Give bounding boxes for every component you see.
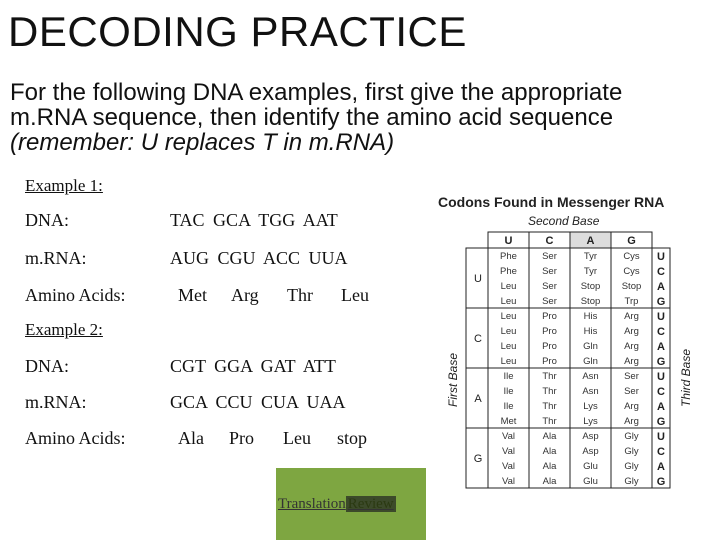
amino-acid-cell: Lys bbox=[583, 416, 598, 427]
amino-acid-cell: Thr bbox=[542, 401, 557, 412]
second-base-label: Second Base bbox=[528, 214, 600, 228]
amino-acid-cell: Trp bbox=[624, 296, 639, 307]
third-base-c: C bbox=[657, 386, 665, 398]
example-2-aa-3: Leu bbox=[283, 428, 311, 448]
amino-acid-cell: Stop bbox=[580, 281, 601, 292]
amino-acid-cell: Ile bbox=[503, 401, 514, 412]
amino-acid-cell: Arg bbox=[624, 401, 639, 412]
amino-acid-cell: Val bbox=[501, 461, 516, 472]
translation-review-link[interactable] bbox=[278, 496, 396, 513]
amino-acid-cell: Thr bbox=[542, 416, 557, 427]
amino-acid-cell: Cys bbox=[623, 251, 640, 262]
amino-acid-cell: Stop bbox=[621, 281, 642, 292]
amino-acid-cell: Met bbox=[500, 416, 517, 427]
example-1-aa-2: Arg bbox=[231, 285, 259, 305]
first-base-c: C bbox=[474, 333, 482, 345]
second-base-g: G bbox=[627, 235, 636, 247]
amino-acid-cell: Leu bbox=[500, 281, 517, 292]
example-2-aa-4: stop bbox=[337, 428, 368, 448]
amino-acid-cell: Val bbox=[501, 431, 516, 442]
amino-acid-cell: Ala bbox=[542, 446, 557, 457]
third-base-g: G bbox=[656, 476, 666, 488]
amino-acid-cell: Glu bbox=[583, 476, 598, 487]
example-2-heading: Example 2: bbox=[25, 320, 103, 339]
second-base-a: A bbox=[586, 235, 595, 247]
first-base-u: U bbox=[474, 273, 482, 285]
first-base-a: A bbox=[474, 393, 482, 405]
codon-chart bbox=[438, 192, 708, 502]
amino-acid-cell: Pro bbox=[542, 341, 557, 352]
third-base-g: G bbox=[656, 296, 666, 308]
amino-acid-cell: Leu bbox=[500, 311, 517, 322]
amino-acid-cell: Arg bbox=[624, 326, 639, 337]
amino-acid-cell: Gly bbox=[624, 446, 639, 457]
instructions bbox=[10, 80, 700, 155]
amino-acid-cell: Asp bbox=[582, 431, 599, 442]
third-base-u: U bbox=[657, 251, 665, 263]
amino-acid-cell: Stop bbox=[580, 296, 601, 307]
amino-acid-cell: Ser bbox=[542, 296, 557, 307]
example-2-dna-value: CGT GGA GAT ATT bbox=[170, 356, 336, 376]
first-base-label: First Base bbox=[446, 352, 460, 407]
amino-acid-cell: Leu bbox=[500, 341, 517, 352]
amino-acid-cell: His bbox=[583, 326, 598, 337]
amino-acid-cell: Thr bbox=[542, 386, 557, 397]
instructions-note: (remember: U replaces T in m.RNA) bbox=[10, 129, 395, 156]
amino-acid-cell: Ser bbox=[624, 371, 639, 382]
amino-acid-cell: Ala bbox=[542, 476, 557, 487]
third-base-g: G bbox=[656, 416, 666, 428]
link-text-part2: Review bbox=[347, 496, 394, 512]
third-base-a: A bbox=[657, 341, 665, 353]
amino-acid-cell: Phe bbox=[500, 251, 517, 262]
example-2-mrna-label: m.RNA: bbox=[25, 392, 87, 412]
example-1-aa-1: Met bbox=[178, 285, 207, 305]
amino-acid-cell: Gly bbox=[624, 431, 639, 442]
amino-acid-cell: Asp bbox=[582, 446, 599, 457]
amino-acid-cell: Tyr bbox=[583, 266, 598, 277]
amino-acid-cell: Thr bbox=[542, 371, 557, 382]
example-2-aa-2: Pro bbox=[229, 428, 255, 448]
amino-acid-cell: Gln bbox=[583, 356, 598, 367]
example-1-mrna-label: m.RNA: bbox=[25, 248, 87, 268]
third-base-c: C bbox=[657, 266, 665, 278]
third-base-c: C bbox=[657, 326, 665, 338]
page-title: DECODING PRACTICE bbox=[8, 8, 467, 55]
amino-acid-cell: Gly bbox=[624, 461, 639, 472]
amino-acid-cell: Ser bbox=[542, 281, 557, 292]
codon-grid bbox=[466, 232, 670, 488]
third-base-a: A bbox=[657, 461, 665, 473]
example-2-aa-1: Ala bbox=[178, 428, 204, 448]
third-base-u: U bbox=[657, 371, 665, 383]
second-base-c: C bbox=[545, 235, 554, 247]
amino-acid-cell: Ser bbox=[624, 386, 639, 397]
amino-acid-cell: Gly bbox=[624, 476, 639, 487]
amino-acid-cell: Asn bbox=[582, 371, 599, 382]
third-base-a: A bbox=[657, 401, 665, 413]
amino-acid-cell: Ile bbox=[503, 386, 514, 397]
link-panel bbox=[276, 468, 426, 540]
amino-acid-cell: Leu bbox=[500, 326, 517, 337]
amino-acid-cell: Arg bbox=[624, 356, 639, 367]
second-base-u: U bbox=[504, 235, 513, 247]
amino-acid-cell: Ile bbox=[503, 371, 514, 382]
example-1-heading: Example 1: bbox=[25, 176, 103, 195]
third-base-label: Third Base bbox=[679, 348, 693, 407]
amino-acid-cell: Glu bbox=[583, 461, 598, 472]
amino-acid-cell: Asn bbox=[582, 386, 599, 397]
amino-acid-cell: Arg bbox=[624, 341, 639, 352]
example-1-aa-4: Leu bbox=[341, 285, 369, 305]
instructions-text: For the following DNA examples, first give the appropriate m.RNA sequence, then identify the amino acid sequence bbox=[10, 79, 623, 131]
codon-chart-title: Codons Found in Messenger RNA bbox=[438, 194, 665, 210]
example-2-mrna-value: GCA CCU CUA UAA bbox=[170, 392, 346, 412]
amino-acid-cell: Arg bbox=[624, 416, 639, 427]
amino-acid-cell: Ala bbox=[542, 431, 557, 442]
example-1-aa-label: Amino Acids: bbox=[25, 285, 126, 305]
third-base-g: G bbox=[656, 356, 666, 368]
example-1-mrna-value: AUG CGU ACC UUA bbox=[170, 248, 348, 268]
amino-acid-cell: Ser bbox=[542, 251, 557, 262]
amino-acid-cell: Cys bbox=[623, 266, 640, 277]
amino-acid-cell: His bbox=[583, 311, 598, 322]
amino-acid-cell: Phe bbox=[500, 266, 517, 277]
first-base-g: G bbox=[473, 453, 483, 465]
third-base-u: U bbox=[657, 311, 665, 323]
example-2-aa-label: Amino Acids: bbox=[25, 428, 126, 448]
example-1-dna-value: TAC GCA TGG AAT bbox=[170, 210, 338, 230]
amino-acid-cell: Lys bbox=[583, 401, 598, 412]
amino-acid-cell: Gln bbox=[583, 341, 598, 352]
amino-acid-cell: Val bbox=[501, 476, 516, 487]
third-base-u: U bbox=[657, 431, 665, 443]
third-base-c: C bbox=[657, 446, 665, 458]
amino-acid-cell: Ala bbox=[542, 461, 557, 472]
example-2-dna-label: DNA: bbox=[25, 356, 69, 376]
example-1-dna-label: DNA: bbox=[25, 210, 69, 230]
amino-acid-cell: Leu bbox=[500, 296, 517, 307]
amino-acid-cell: Pro bbox=[542, 356, 557, 367]
amino-acid-cell: Val bbox=[501, 446, 516, 457]
amino-acid-cell: Pro bbox=[542, 326, 557, 337]
link-text-part1: Translation bbox=[278, 496, 346, 512]
amino-acid-cell: Leu bbox=[500, 356, 517, 367]
amino-acid-cell: Pro bbox=[542, 311, 557, 322]
amino-acid-cell: Ser bbox=[542, 266, 557, 277]
third-base-a: A bbox=[657, 281, 665, 293]
example-1-aa-3: Thr bbox=[287, 285, 313, 305]
amino-acid-cell: Arg bbox=[624, 311, 639, 322]
amino-acid-cell: Tyr bbox=[583, 251, 598, 262]
